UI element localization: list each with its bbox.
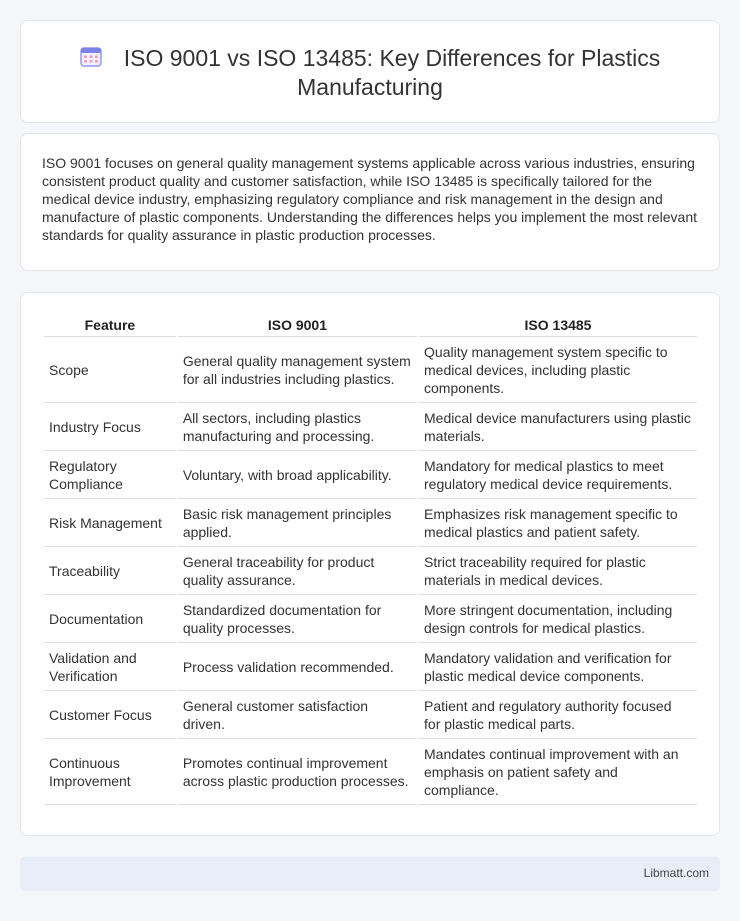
- iso13485-cell: Emphasizes risk management specific to medical plastics and patient safety.: [419, 499, 697, 547]
- column-header-iso9001: ISO 9001: [178, 314, 417, 337]
- feature-cell: Regulatory Compliance: [44, 451, 176, 499]
- page-title: [21, 44, 719, 102]
- feature-cell: Scope: [44, 337, 176, 403]
- feature-cell: Documentation: [44, 595, 176, 643]
- title-card: [20, 20, 720, 123]
- intro-paragraph: ISO 9001 focuses on general quality management systems applicable across various industries, ensuring consistent product quality and customer satisfaction, while ISO 13485 is specifically tailored for the medical device industry, emphasizing regulatory compliance and risk management in the design and manufacture of plastic components. Understanding the differences helps you implement the most relevant standards for quality assurance in plastic production processes.: [42, 155, 697, 243]
- iso9001-cell: Standardized documentation for quality processes.: [178, 595, 417, 643]
- iso9001-cell: All sectors, including plastics manufacturing and processing.: [178, 403, 417, 451]
- iso9001-cell: Basic risk management principles applied.: [178, 499, 417, 547]
- table-row: [44, 499, 697, 547]
- feature-cell: Customer Focus: [44, 691, 176, 739]
- iso13485-cell: Mandates continual improvement with an emphasis on patient safety and compliance.: [419, 739, 697, 805]
- feature-cell: Industry Focus: [44, 403, 176, 451]
- column-header-iso13485: ISO 13485: [419, 314, 697, 337]
- iso9001-cell: General quality management system for all industries including plastics.: [178, 337, 417, 403]
- table-row: [44, 337, 697, 403]
- comparison-card: [20, 292, 720, 836]
- intro-card: [20, 133, 720, 271]
- table-row: [44, 403, 697, 451]
- iso9001-cell: General customer satisfaction driven.: [178, 691, 417, 739]
- iso13485-cell: Mandatory for medical plastics to meet regulatory medical device requirements.: [419, 451, 697, 499]
- feature-cell: Traceability: [44, 547, 176, 595]
- footer-site-link[interactable]: Libmatt.com: [643, 866, 709, 880]
- iso13485-cell: Patient and regulatory authority focused for plastic medical parts.: [419, 691, 697, 739]
- iso9001-cell: Promotes continual improvement across plastic production processes.: [178, 739, 417, 805]
- table-row: [44, 547, 697, 595]
- comparison-table: [42, 314, 699, 805]
- iso13485-cell: Strict traceability required for plastic materials in medical devices.: [419, 547, 697, 595]
- iso13485-cell: Medical device manufacturers using plastic materials.: [419, 403, 697, 451]
- table-row: [44, 691, 697, 739]
- iso9001-cell: Voluntary, with broad applicability.: [178, 451, 417, 499]
- iso13485-cell: Mandatory validation and verification for plastic medical device components.: [419, 643, 697, 691]
- feature-cell: Risk Management: [44, 499, 176, 547]
- feature-cell: Continuous Improvement: [44, 739, 176, 805]
- table-row: [44, 739, 697, 805]
- feature-cell: Validation and Verification: [44, 643, 176, 691]
- table-row: [44, 595, 697, 643]
- iso13485-cell: Quality management system specific to medical devices, including plastic components.: [419, 337, 697, 403]
- column-header-feature: Feature: [44, 314, 176, 337]
- title-line-1: ISO 9001 vs ISO 13485: Key Differences for Plastics: [123, 45, 661, 71]
- iso9001-cell: Process validation recommended.: [178, 643, 417, 691]
- calendar-icon: [80, 45, 102, 67]
- footer: [20, 857, 720, 891]
- table-row: [44, 643, 697, 691]
- iso9001-cell: General traceability for product quality assurance.: [178, 547, 417, 595]
- table-header-row: [44, 314, 697, 337]
- title-line-2: Manufacturing: [297, 74, 443, 100]
- table-row: [44, 451, 697, 499]
- iso13485-cell: More stringent documentation, including design controls for medical plastics.: [419, 595, 697, 643]
